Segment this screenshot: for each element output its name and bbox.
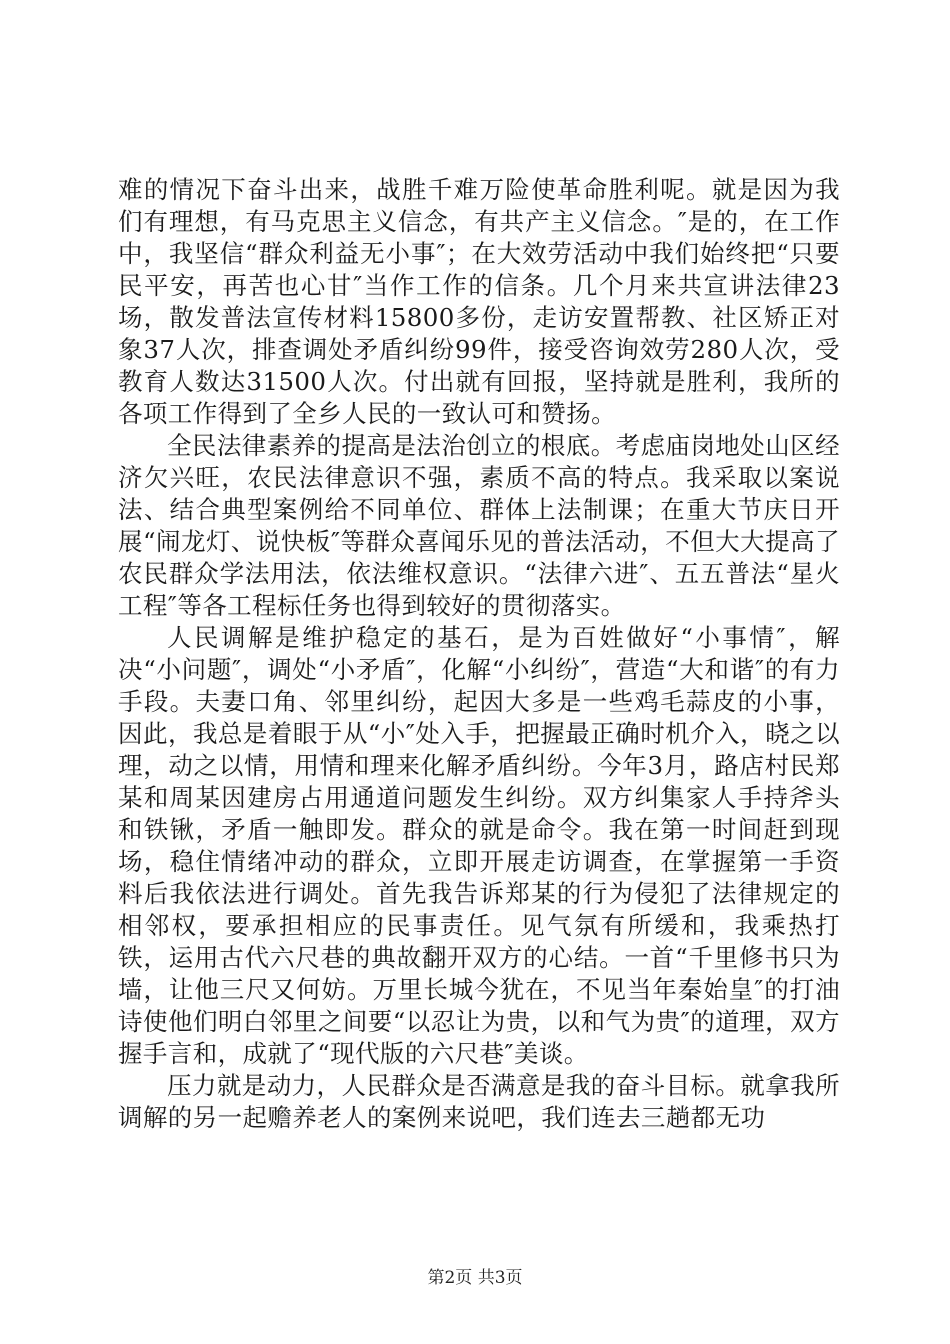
paragraph-continuation: 难的情况下奋斗出来，战胜千难万险使革命胜利呢。就是因为我们有理想，有马克思主义信念，有共产主义信念。″是的，在工作中，我坚信“群众利益无小事″；在大效劳活动中我们始终把“只要民平安，再苦也心甘″当作工作的信条。几个月来共宣讲法律23场，散发普法宣传材料15800多份，走访安置帮教、社区矫正对象37人次，排查调处矛盾纠纷99件，接受咨询效劳280人次，受教育人数达31500人次。付出就有回报，坚持就是胜利，我所的各项工作得到了全乡人民的一致认可和赞扬。 bbox=[118, 175, 840, 428]
page-footer: 第2页 共3页 bbox=[427, 1268, 523, 1288]
paragraph-pressure: 压力就是动力，人民群众是否满意是我的奋斗目标。就拿我所调解的另一起赡养老人的案例来说吧，我们连去三趟都无功 bbox=[118, 1071, 840, 1132]
paragraph-mediation: 人民调解是维护稳定的基石，是为百姓做好“小事情″，解决“小问题″，调处“小矛盾″，化解“小纠纷″，营造“大和谐″的有力手段。夫妻口角、邻里纠纷，起因大多是一些鸡毛蒜皮的小事，因此，我总是着眼于从“小″处入手，把握最正确时机介入，晓之以理，动之以情，用情和理来化解矛盾纠纷。今年3月，路店村民郑某和周某因建房占用通道问题发生纠纷。双方纠集家人手持斧头和铁锹，矛盾一触即发。群众的就是命令。我在第一时间赶到现场，稳住情绪冲动的群众，立即开展走访调查，在掌握第一手资料后我依法进行调处。首先我告诉郑某的行为侵犯了法律规定的相邻权，要承担相应的民事责任。见气氛有所缓和，我乘热打铁，运用古代六尺巷的典故翻开双方的心结。一首“千里修书只为墙，让他三尺又何妨。万里长城今犹在，不见当年秦始皇″的打油诗使他们明白邻里之间要“以忍让为贵，以和气为贵″的道理，双方握手言和，成就了“现代版的六尺巷″美谈。 bbox=[118, 623, 840, 1068]
document-body bbox=[118, 174, 840, 1134]
paragraph-legal-literacy: 全民法律素养的提高是法治创立的根底。考虑庙岗地处山区经济欠兴旺，农民法律意识不强，素质不高的特点。我采取以案说法、结合典型案例给不同单位、群体上法制课；在重大节庆日开展“闹龙灯、说快板″等群众喜闻乐见的普法活动，不但大大提高了农民群众学法用法，依法维权意识。“法律六进″、五五普法“星火工程″等各工程标任务也得到较好的贯彻落实。 bbox=[118, 431, 840, 620]
